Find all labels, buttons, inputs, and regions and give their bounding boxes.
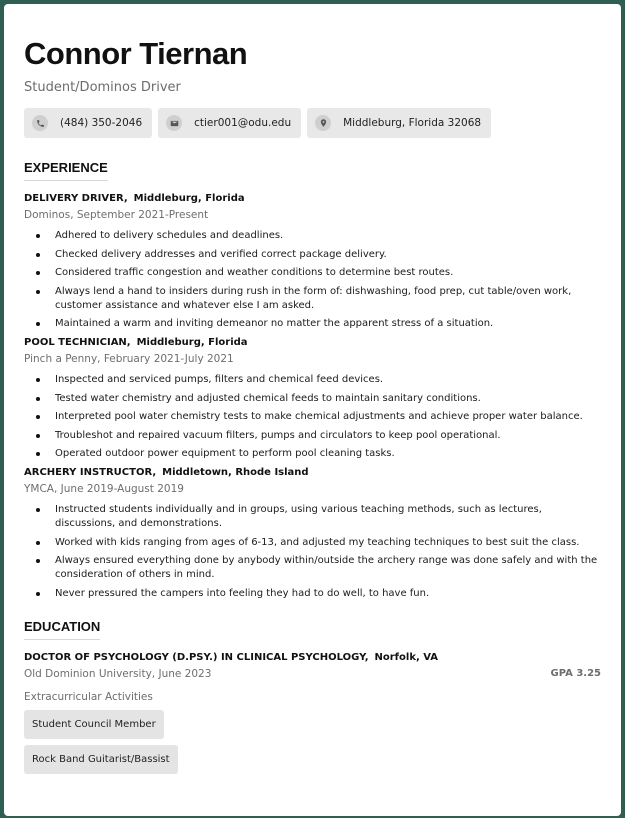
phone-chip[interactable] xyxy=(24,108,152,138)
candidate-title: Student/Dominos Driver xyxy=(24,80,181,95)
bullet-item: Tested water chemistry and adjusted chemical feeds to maintain sanitary conditions. xyxy=(24,392,601,406)
bullet-item: Inspected and serviced pumps, filters and chemical feed devices. xyxy=(24,373,601,387)
job-bullets xyxy=(24,373,601,461)
bullet-item: Never pressured the campers into feeling they had to do well, to have fun. xyxy=(24,587,601,601)
resume-page xyxy=(4,4,621,816)
job-location: Middleburg, Florida xyxy=(133,193,245,204)
activity-tag: Student Council Member xyxy=(24,710,164,739)
bullet-item: Always lend a hand to insiders during rush in the form of: dishwashing, food prep, cut table/oven work, customer assistance and whatever else I am asked. xyxy=(24,285,601,313)
contact-bar xyxy=(24,108,601,138)
job-heading xyxy=(24,467,601,478)
location-chip[interactable] xyxy=(307,108,491,138)
education-heading: EDUCATION xyxy=(24,619,100,640)
job-employer-dates: Dominos, September 2021-Present xyxy=(24,209,209,221)
job-location: Middletown, Rhode Island xyxy=(162,467,309,478)
education-entry xyxy=(24,652,601,774)
activity-tag: Rock Band Guitarist/Bassist xyxy=(24,745,178,774)
school-row xyxy=(24,668,601,680)
job-bullets xyxy=(24,229,601,331)
bullet-item: Checked delivery addresses and verified correct package delivery. xyxy=(24,248,601,262)
job-heading xyxy=(24,193,601,204)
candidate-name: Connor Tiernan xyxy=(24,36,248,71)
bullet-item: Always ensured everything done by anybody within/outside the archery range was done safely and with the consideration of others in mind. xyxy=(24,554,601,582)
location-text: Middleburg, Florida 32068 xyxy=(343,117,482,129)
job-employer-dates: YMCA, June 2019-August 2019 xyxy=(24,483,184,495)
extracurricular-label: Extracurricular Activities xyxy=(24,691,153,703)
bullet-item: Considered traffic congestion and weather conditions to determine best routes. xyxy=(24,266,601,280)
bullet-item: Operated outdoor power equipment to perform pool cleaning tasks. xyxy=(24,447,601,461)
gpa-value: GPA 3.25 xyxy=(550,668,601,679)
job-role: DELIVERY DRIVER, xyxy=(24,193,128,204)
job-entry xyxy=(24,467,601,601)
phone-text: (484) 350-2046 xyxy=(60,117,143,129)
job-bullets xyxy=(24,503,601,601)
job-entry xyxy=(24,193,601,331)
school-name: Old Dominion University, June 2023 xyxy=(24,668,212,680)
degree-name: DOCTOR OF PSYCHOLOGY (D.PSY.) IN CLINICAL PSYCHOLOGY, xyxy=(24,652,369,663)
email-text: ctier001@odu.edu xyxy=(194,117,292,129)
email-chip[interactable] xyxy=(158,108,301,138)
activity-tags xyxy=(24,703,601,774)
job-employer-dates: Pinch a Penny, February 2021-July 2021 xyxy=(24,353,234,365)
phone-icon xyxy=(32,115,48,131)
location-icon xyxy=(315,115,331,131)
degree-heading xyxy=(24,652,601,663)
bullet-item: Interpreted pool water chemistry tests to make chemical adjustments and achieve proper water balance. xyxy=(24,410,601,424)
job-role: ARCHERY INSTRUCTOR, xyxy=(24,467,157,478)
experience-heading: EXPERIENCE xyxy=(24,160,108,181)
bullet-item: Worked with kids ranging from ages of 6-13, and adjusted my teaching techniques to best suit the class. xyxy=(24,536,601,550)
degree-location: Norfolk, VA xyxy=(374,652,439,663)
job-role: POOL TECHNICIAN, xyxy=(24,337,131,348)
job-entry xyxy=(24,337,601,461)
bullet-item: Adhered to delivery schedules and deadlines. xyxy=(24,229,601,243)
bullet-item: Instructed students individually and in groups, using various teaching methods, such as lectures, discussions, and demonstrations. xyxy=(24,503,601,531)
bullet-item: Maintained a warm and inviting demeanor no matter the apparent stress of a situation. xyxy=(24,317,601,331)
job-heading xyxy=(24,337,601,348)
job-location: Middleburg, Florida xyxy=(136,337,248,348)
bullet-item: Troubleshot and repaired vacuum filters, pumps and circulators to keep pool operational. xyxy=(24,429,601,443)
email-icon xyxy=(166,115,182,131)
